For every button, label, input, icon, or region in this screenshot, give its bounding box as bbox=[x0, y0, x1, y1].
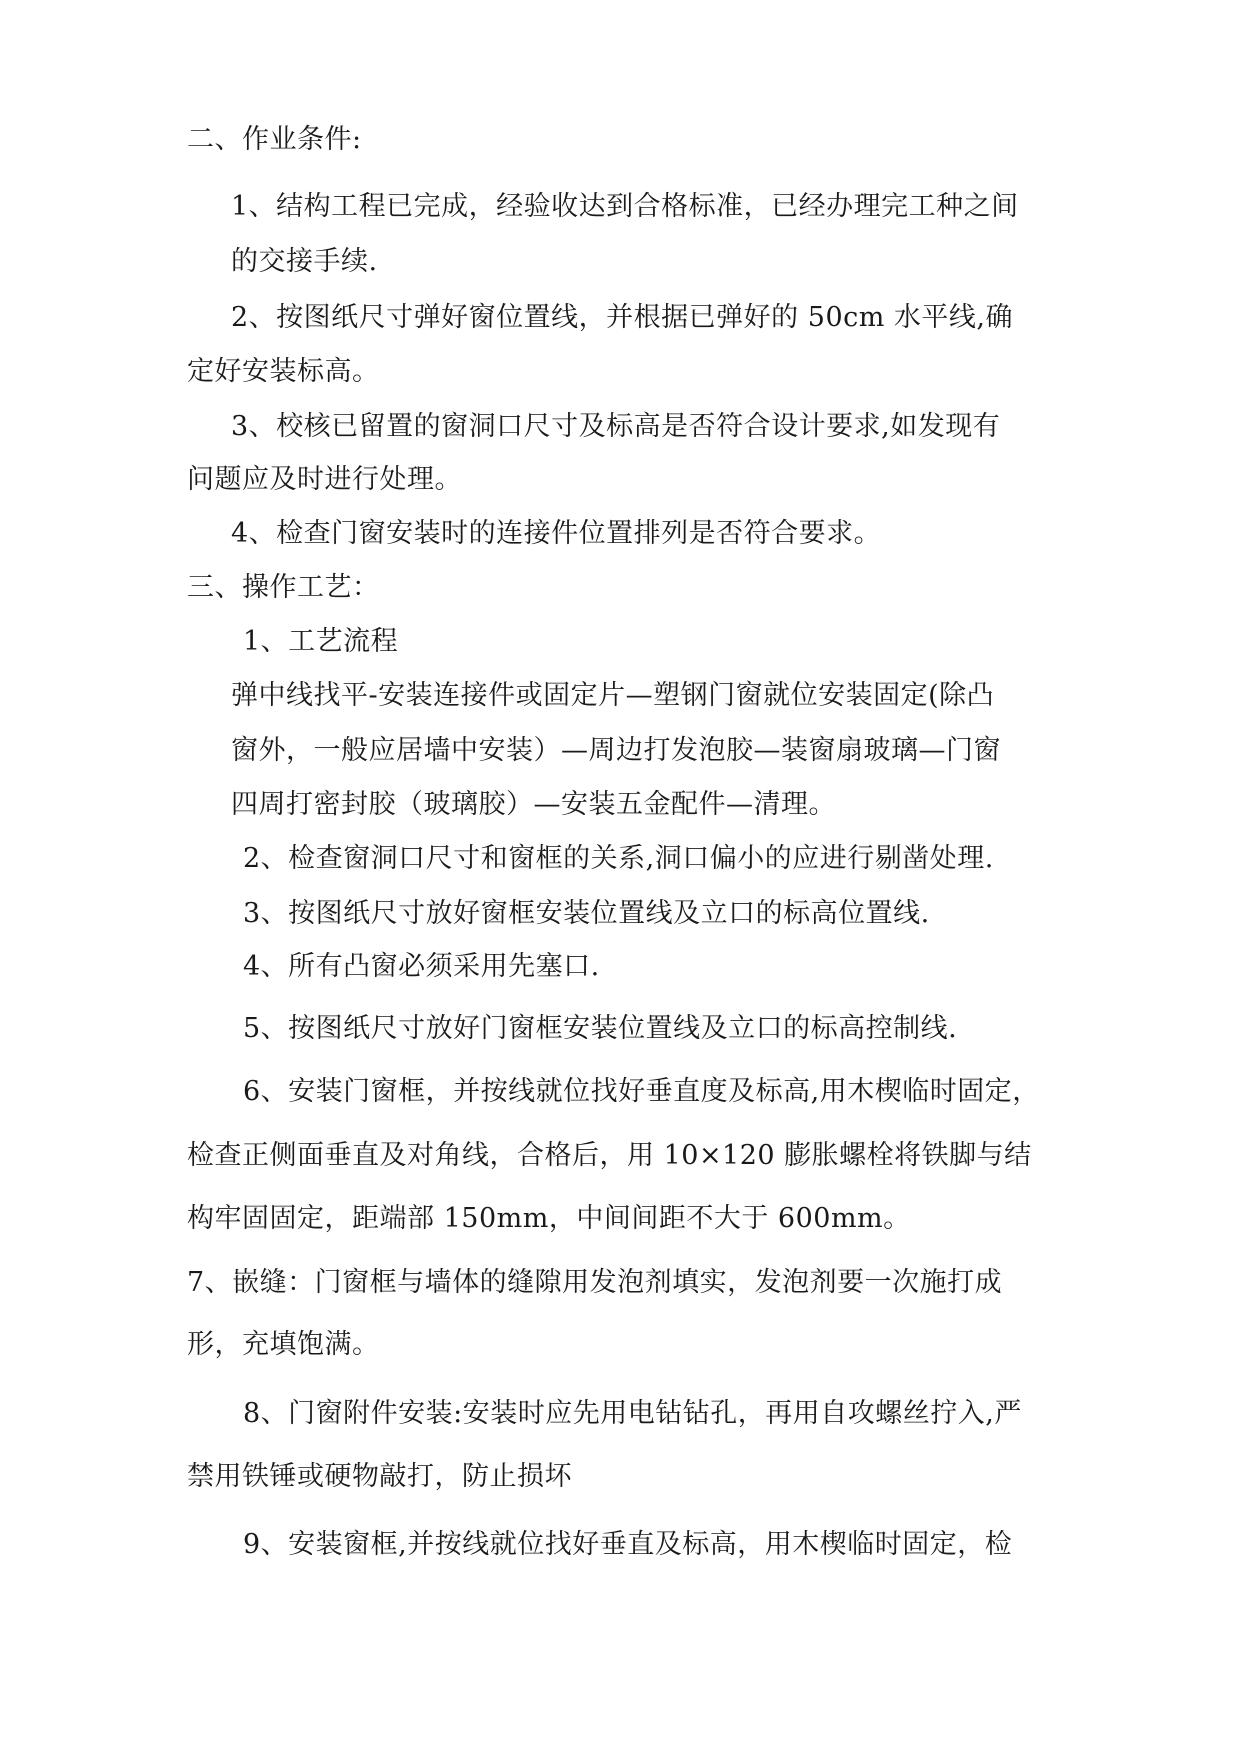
paragraph-line: 3、校核已留置的窗洞口尺寸及标高是否符合设计要求,如发现有 bbox=[231, 411, 1001, 442]
paragraph-line: 3、按图纸尺寸放好窗框安装位置线及立口的标高位置线. bbox=[243, 898, 930, 929]
paragraph-line: 2、按图纸尺寸弹好窗位置线，并根据已弹好的 50cm 水平线,确 bbox=[231, 302, 1014, 333]
paragraph-line: 5、按图纸尺寸放好门窗框安装位置线及立口的标高控制线. bbox=[243, 1013, 958, 1044]
paragraph-line: 2、检查窗洞口尺寸和窗框的关系,洞口偏小的应进行剔凿处理. bbox=[243, 843, 994, 874]
paragraph-line: 8、门窗附件安装:安装时应先用电钻钻孔，再用自攻螺丝拧入,严 bbox=[243, 1398, 1022, 1429]
paragraph-line: 窗外，一般应居墙中安装）—周边打发泡胶—装窗扇玻璃—门窗 bbox=[231, 735, 1001, 766]
paragraph-line: 4、检查门窗安装时的连接件位置排列是否符合要求。 bbox=[231, 518, 882, 549]
paragraph-line: 禁用铁锤或硬物敲打，防止损坏 bbox=[187, 1461, 572, 1492]
section-heading-work-conditions: 二、作业条件: bbox=[187, 124, 362, 155]
section-heading-operation-process: 三、操作工艺： bbox=[187, 572, 380, 603]
paragraph-line: 构牢固固定，距端部 150mm，中间间距不大于 600mm。 bbox=[187, 1203, 911, 1234]
paragraph-line: 检查正侧面垂直及对角线，合格后，用 10×120 膨胀螺栓将铁脚与结 bbox=[187, 1140, 1032, 1171]
paragraph-line: 4、所有凸窗必须采用先塞口. bbox=[243, 951, 600, 982]
paragraph-line: 四周打密封胶（玻璃胶）—安装五金配件—清理。 bbox=[231, 789, 836, 820]
paragraph-line: 问题应及时进行处理。 bbox=[187, 464, 462, 495]
paragraph-line: 形，充填饱满。 bbox=[187, 1329, 380, 1360]
paragraph-line: 1、结构工程已完成，经验收达到合格标准，已经办理完工种之间 bbox=[231, 191, 1019, 222]
paragraph-line: 弹中线找平-安装连接件或固定片—塑钢门窗就位安装固定(除凸 bbox=[231, 680, 995, 711]
paragraph-line: 9、安装窗框,并按线就位找好垂直及标高，用木楔临时固定，检 bbox=[243, 1529, 1013, 1560]
paragraph-line: 6、安装门窗框，并按线就位找好垂直度及标高,用木楔临时固定， bbox=[243, 1076, 1040, 1107]
paragraph-line: 7、嵌缝：门窗框与墙体的缝隙用发泡剂填实，发泡剂要一次施打成 bbox=[187, 1267, 1003, 1298]
paragraph-line: 的交接手续. bbox=[231, 246, 378, 277]
paragraph-line: 定好安装标高。 bbox=[187, 356, 380, 387]
paragraph-line: 1、工艺流程 bbox=[243, 626, 399, 657]
